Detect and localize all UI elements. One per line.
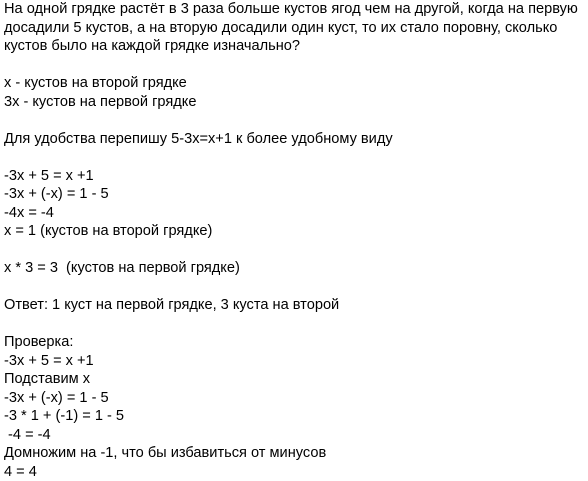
rewrite-note: Для удобства перепишу 5-3x=x+1 к более удобному виду [4, 130, 586, 149]
spacer [4, 56, 586, 75]
check-line: -3x + (-x) = 1 - 5 [4, 389, 586, 408]
solution-line: -3x + (-x) = 1 - 5 [4, 185, 586, 204]
spacer [4, 148, 586, 167]
check-line: Подставим x [4, 370, 586, 389]
check-line: -3 * 1 + (-1) = 1 - 5 [4, 407, 586, 426]
solution-line: x = 1 (кустов на второй грядке) [4, 222, 586, 241]
spacer [4, 241, 586, 260]
spacer [4, 278, 586, 297]
answer-line: Ответ: 1 куст на первой грядке, 3 куста на второй [4, 296, 586, 315]
check-line: Проверка: [4, 333, 586, 352]
definition-line: x - кустов на второй грядке [4, 74, 586, 93]
check-line: Домножим на -1, что бы избавиться от минусов [4, 444, 586, 463]
solution-document [4, 0, 586, 481]
definition-line: 3x - кустов на первой грядке [4, 93, 586, 112]
solution-line: -3x + 5 = x +1 [4, 167, 586, 186]
check-line: -3x + 5 = x +1 [4, 352, 586, 371]
problem-line: досадили 5 кустов, а на вторую досадили один куст, то их стало поровну, сколько [4, 19, 586, 38]
solution-line: -4x = -4 [4, 204, 586, 223]
spacer [4, 315, 586, 334]
check-line: 4 = 4 [4, 463, 586, 481]
check-line: -4 = -4 [4, 426, 586, 445]
problem-line: кустов было на каждой грядке изначально? [4, 37, 586, 56]
problem-line: На одной грядке растёт в 3 раза больше кустов ягод чем на другой, когда на первую [4, 0, 586, 19]
first-bed-line: x * 3 = 3 (кустов на первой грядке) [4, 259, 586, 278]
spacer [4, 111, 586, 130]
